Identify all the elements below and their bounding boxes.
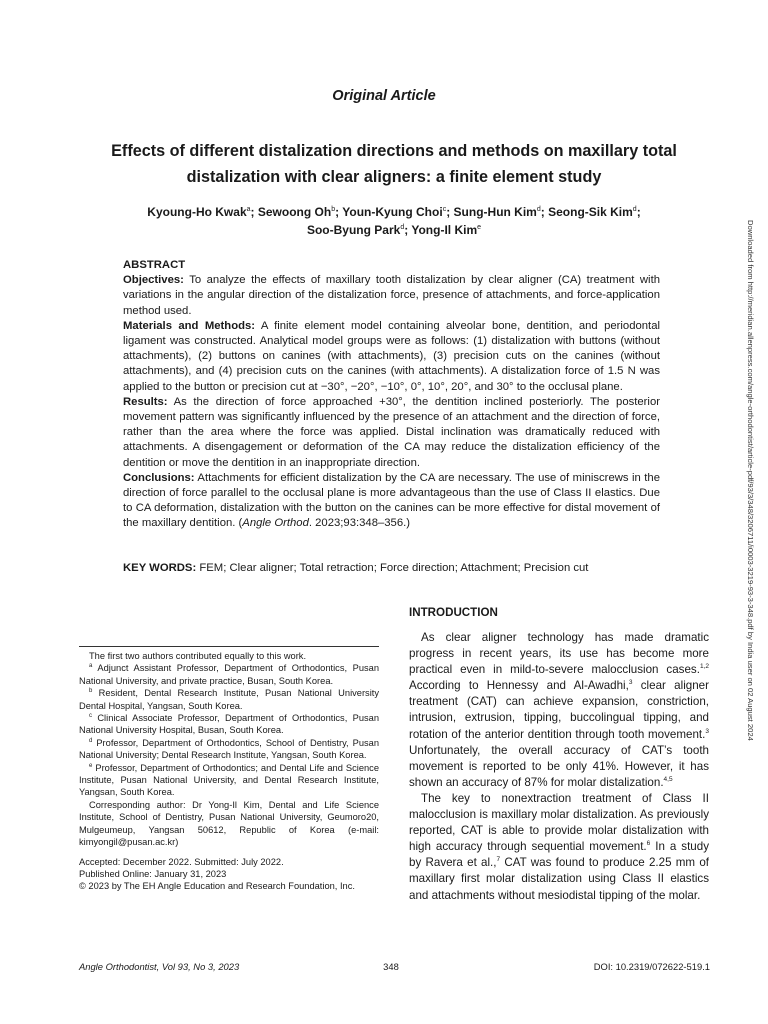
footnotes (79, 650, 379, 893)
objectives-text: To analyze the effects of maxillary tooth distalization by clear aligner (CA) treatment with variations in the angular direction of the distalization force, presence of attachments, and force-application method used. (123, 274, 660, 317)
author-affiliation-marker: d (632, 206, 637, 213)
affiliation-d-text: Professor, Department of Orthodontics, School of Dentistry, Pusan National University; Dental Research Institute, Yangsan, South Korea. (79, 737, 379, 761)
citation-journal: Angle Orthod (242, 517, 309, 530)
footnote-equal-contribution: The first two authors contributed equally to this work. (89, 651, 307, 661)
author-separator: ; (250, 205, 258, 219)
footnote-affiliation-a: $^a$ Adjunct Assistant Professor, Department of Orthodontics, Pusan National University, and private practice, Busan, South Korea. (79, 663, 379, 686)
conclusions-text: Attachments for efficient distalization by the CA are necessary. The use of miniscrews in the direction of force parallel to the occlusal plane is more advantageous than the use of Class II elastics. Due to CA deformation, distalization with the button on the canines can be more effective for distal movement of the maxillary dentition. ( (123, 471, 660, 530)
paragraph-text: As clear aligner technology has made dramatic progress in recent years, its use has become more practical even in mild-to-severe malocclusion cases. (409, 631, 709, 677)
abstract-heading: ABSTRACT (123, 259, 186, 271)
paragraph-text: According to Hennessy and Al-Awadhi, (409, 679, 629, 693)
keywords-label: KEY WORDS: (123, 562, 197, 574)
paragraph-text: Unfortunately, the overall accuracy of CAT’s tooth movement is reported to be only 41%. However, it has shown an accuracy of 87% for molar distalization. (409, 743, 709, 789)
author-separator: ; (404, 223, 412, 237)
keywords-text: FEM; Clear aligner; Total retraction; Force direction; Attachment; Precision cut (196, 562, 589, 574)
results-label: Results: (123, 395, 168, 408)
author-name: Soo-Byung Park (306, 223, 401, 237)
footnote-published: Published Online: January 31, 2023 (79, 868, 227, 879)
affiliation-b-text: Resident, Dental Research Institute, Pusan National University Dental Hospital, Yangsan, South Korea. (79, 688, 379, 711)
author-list (80, 203, 708, 239)
author-separator: ; (446, 205, 454, 219)
citation-ref: 3 (705, 727, 709, 735)
abstract-results (123, 395, 660, 471)
footnote-affiliation-d: $^d$ Professor, Department of Orthodontics, School of Dentistry, Pusan National University; Dental Research Institute, Yangsan, South Korea. (79, 737, 379, 761)
author-name: Sewoong Oh (257, 205, 332, 219)
citation-ref: 7 (496, 856, 501, 864)
author-name: Kyoung-Ho Kwak (147, 205, 247, 219)
footer-journal: Angle Orthodontist, Vol 93, No 3, 2023 (79, 961, 240, 972)
citation-ref: 6 (646, 840, 651, 848)
results-text: As the direction of force approached +30°, the dentition inclined posteriorly. The posterior movement pattern was significantly influenced by the presence of an attachment and the direction of force, rather than the area where the force was applied. Distal inclination was dramatically reduced with attachments. A disengagement or deformation of the CA may reduce the distalization efficiency of the dentition or move the dentition in an inappropriate direction. (123, 395, 660, 469)
affiliation-c-text: Clinical Associate Professor, Department of Orthodontics, Pusan National University Hospital, Busan, South Korea. (79, 713, 379, 736)
author-affiliation-marker: d (536, 206, 541, 213)
affiliation-a-text: Adjunct Assistant Professor, Department of Orthodontics, Pusan National University, and private practice, Busan, South Korea. (79, 663, 379, 686)
methods-text: A finite element model containing alveolar bone, dentition, and periodontal ligament was constructed. Analytical model groups were as follows: (1) distalization with buttons (without attachments), (2) buttons on canines (with attachments), (3) precision cuts on the canines (without attachments), and (4) precision cuts on the canines (with attachments). A distalization force of 1.5 N was applied to the button or precision cut at −30°, −20°, −10°, 0°, 10°, 20°, and 30° to the occlusal plane. (123, 319, 660, 393)
methods-label: Materials and Methods: (123, 319, 256, 332)
author-name: Yong-Il Kim (411, 223, 478, 237)
citation-ref: 1,2 (699, 663, 709, 671)
download-watermark (742, 218, 756, 798)
author-name: Youn-Kyung Choi (342, 205, 443, 219)
conclusions-label: Conclusions: (123, 471, 195, 484)
citation-ref: 4,5 (663, 775, 673, 783)
author-name: Seong-Sik Kim (548, 205, 633, 219)
footnote-affiliation-b: $^b$ Resident, Dental Research Institute, Pusan National University Dental Hospital, Yangsan, South Korea. (79, 688, 379, 711)
paragraph-text: In a study by Ravera et al., (409, 840, 709, 870)
abstract-objectives (123, 273, 660, 319)
abstract-section (123, 258, 660, 532)
introduction-paragraph-1 (409, 630, 709, 791)
footnote-copyright: © 2023 by The EH Angle Education and Research Foundation, Inc. (79, 881, 355, 892)
affiliation-e-text: Professor, Department of Orthodontics; and Dental Life and Science Institute, Pusan National University, and Dental Research Institute, Yangsan, South Korea. (79, 762, 379, 798)
footer-page-number: 348 (383, 961, 399, 972)
citation-rest: . 2023;93:348–356.) (308, 517, 411, 530)
author-affiliation-marker: a (246, 206, 251, 213)
author-separator: ; (636, 205, 641, 219)
author-affiliation-marker: b (331, 206, 336, 213)
footnote-corresponding-author: Corresponding author: Dr Yong-Il Kim, Dental and Life Science Institute, School of Dentistry, Pusan National University, Geumoro20, Mulgeumeup, Yangsan 50612, Republic of Korea (e-mail: kimyongil@pusan.ac.kr) (79, 799, 379, 848)
author-separator: ; (540, 205, 549, 219)
footnote-affiliation-c: $^c$ Clinical Associate Professor, Department of Orthodontics, Pusan National University Hospital, Busan, South Korea. (79, 712, 379, 736)
introduction-paragraph-2 (409, 791, 709, 904)
introduction-section (409, 605, 709, 904)
paragraph-text: clear aligner treatment (CAT) can achieve expansion, constriction, intrusion, extrusion, tipping, buccolingual tipping, and rotation of the anterior dentition through tooth movement. (409, 679, 709, 741)
download-watermark-text: Downloaded from http://meridian.allenpress.com/angle-orthodontist/article-pdf/93/3/348/3206711/i0003-3219-93-3-348.pdf by India user on 02 August 2024 (746, 220, 755, 741)
abstract-methods (123, 319, 660, 395)
author-affiliation-marker: c (442, 206, 447, 213)
paragraph-text: CAT was found to produce 2.25 mm of maxillary first molar distalization using Class II elastics and attachments without mesiodistal tipping of the molar. (409, 856, 709, 902)
objectives-label: Objectives: (123, 274, 184, 287)
author-affiliation-marker: e (477, 224, 482, 231)
author-name: Sung-Hun Kim (453, 205, 537, 219)
footnote-divider (79, 646, 379, 647)
footnote-affiliation-e: $^e$ Professor, Department of Orthodontics; and Dental Life and Science Institute, Pusan National University, and Dental Research Institute, Yangsan, South Korea. (79, 762, 379, 798)
author-affiliation-marker: d (400, 224, 405, 231)
article-title: Effects of different distalization directions and methods on maxillary total distalization with clear aligners: a finite element study (111, 142, 677, 186)
keywords (123, 561, 683, 576)
footer-doi: DOI: 10.2319/072622-519.1 (593, 961, 710, 972)
abstract-conclusions (123, 471, 660, 532)
article-type-label: Original Article (332, 88, 436, 104)
paragraph-text: The key to nonextraction treatment of Class II malocclusion is maxillary molar distalization. As previously reported, CAT is able to provide molar distalization with high accuracy through sequential movement. (409, 791, 709, 854)
introduction-heading: INTRODUCTION (409, 606, 498, 619)
citation-ref: 3 (628, 679, 633, 687)
author-separator: ; (335, 205, 343, 219)
footnote-accepted: Accepted: December 2022. Submitted: July 2022. (79, 856, 284, 867)
